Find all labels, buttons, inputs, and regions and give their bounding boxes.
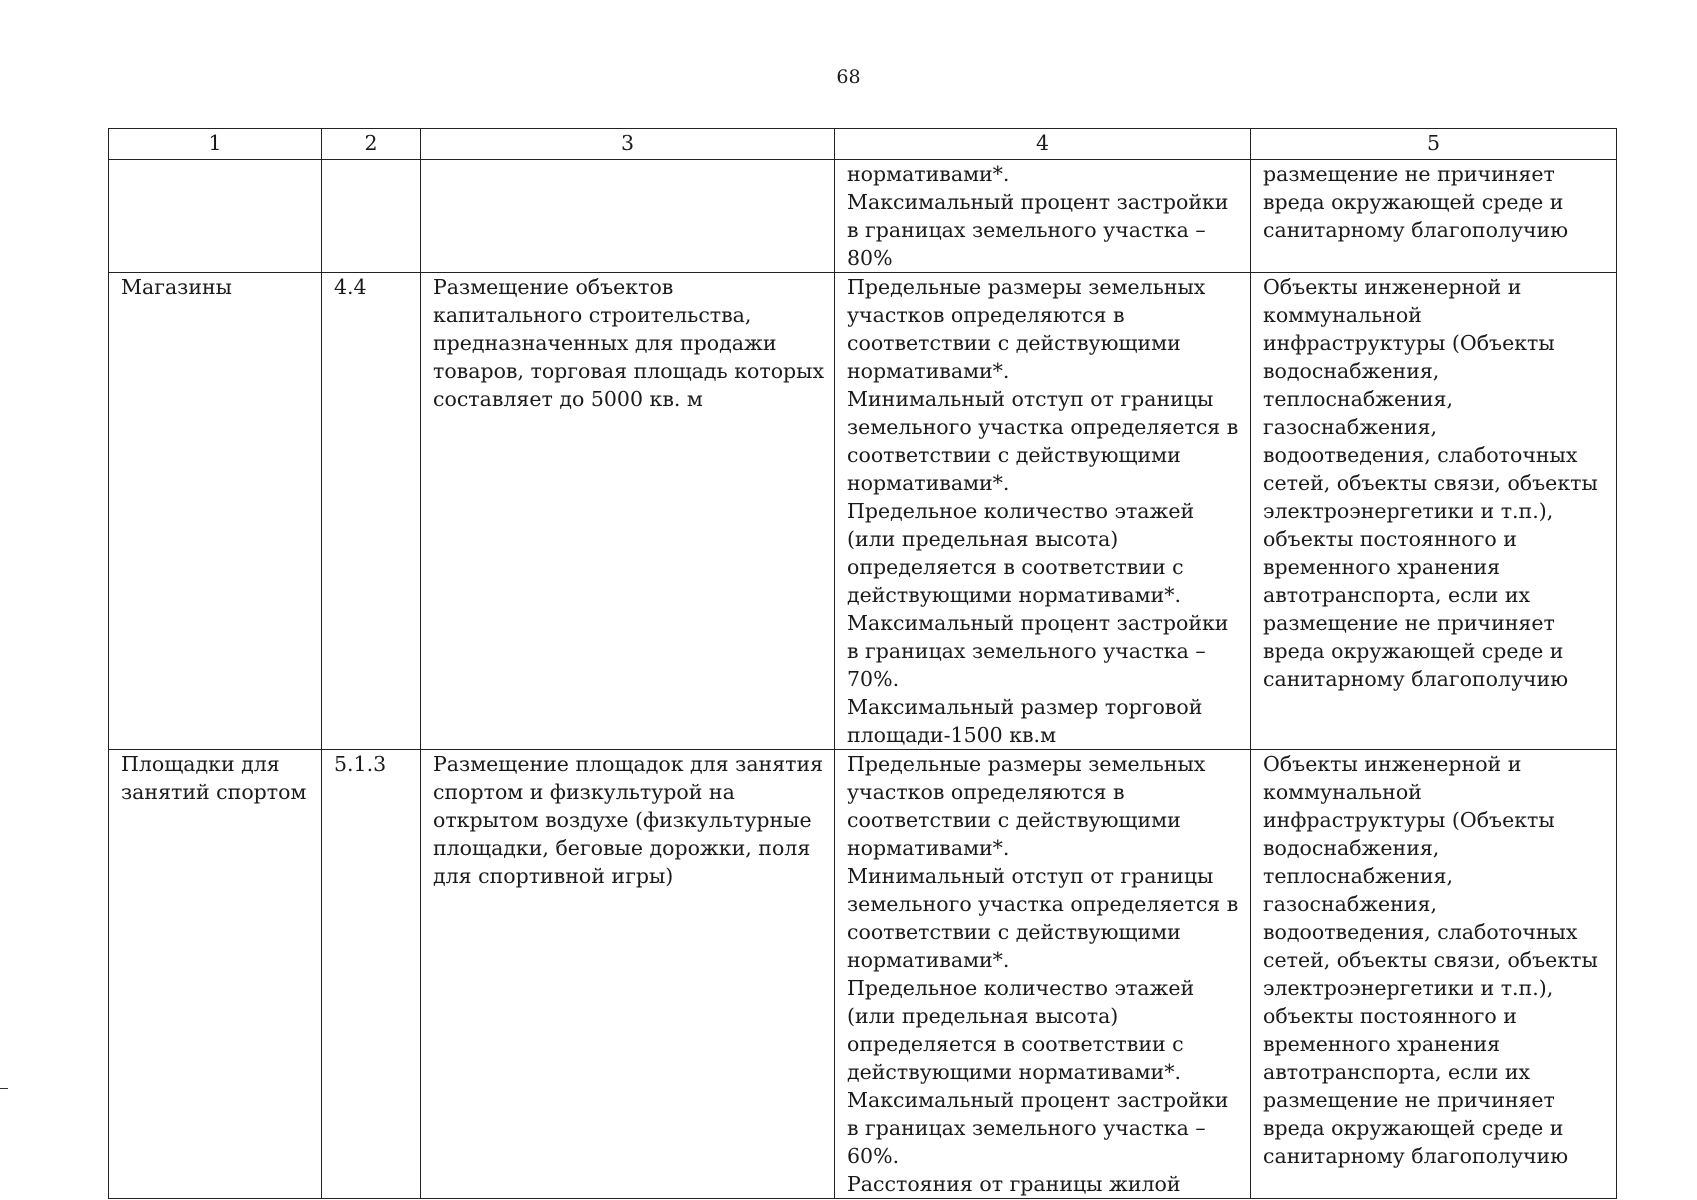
utilities-cell: размещение не причиняет вреда окружающей среде и санитарному благополучию — [1251, 160, 1617, 273]
table-row — [109, 750, 1617, 1199]
use-name-cell: Площадки для занятий спортом — [109, 750, 322, 1199]
utilities-cell: Объекты инженерной и коммунальной инфраструктуры (Объекты водоснабжения, теплоснабжения, газоснабжения, водоотведения, слаботочных сетей, объекты связи, объекты электроэнергетики и т.п.), объекты постоянного и временного хранения автотранспорта, если их размещение не причиняет вреда окружающей среде и санитарному благополучию — [1251, 273, 1617, 750]
page-number: 68 — [836, 66, 861, 88]
utilities-cell: Объекты инженерной и коммунальной инфраструктуры (Объекты водоснабжения, теплоснабжения, газоснабжения, водоотведения, слаботочных сетей, объекты связи, объекты электроэнергетики и т.п.), объекты постоянного и временного хранения автотранспорта, если их размещение не причиняет вреда окружающей среде и санитарному благополучию — [1251, 750, 1617, 1199]
use-code-cell — [322, 160, 421, 273]
header-cell: 5 — [1251, 129, 1617, 160]
margin-mark — [0, 1088, 8, 1089]
header-cell: 4 — [835, 129, 1251, 160]
header-row — [109, 129, 1617, 160]
use-code-cell: 4.4 — [322, 273, 421, 750]
use-description-cell: Размещение площадок для занятия спортом и физкультурой на открытом воздухе (физкультурные площадки, беговые дорожки, поля для спортивной игры) — [421, 750, 835, 1199]
parameters-cell: Предельные размеры земельных участков определяются в соответствии с действующими нормативами*. Минимальный отступ от границы земельного участка определяется в соответствии с действующими нормативами*. Предельное количество этажей (или предельная высота) определяется в соответствии с действующими нормативами*. Максимальный процент застройки в границах земельного участка – 70%. Максимальный размер торговой площади-1500 кв.м — [835, 273, 1251, 750]
header-cell: 3 — [421, 129, 835, 160]
parameters-cell: Предельные размеры земельных участков определяются в соответствии с действующими нормативами*. Минимальный отступ от границы земельного участка определяется в соответствии с действующими нормативами*. Предельное количество этажей (или предельная высота) определяется в соответствии с действующими нормативами*. Максимальный процент застройки в границах земельного участка – 60%. Расстояния от границы жилой — [835, 750, 1251, 1199]
use-description-cell — [421, 160, 835, 273]
header-cell: 1 — [109, 129, 322, 160]
parameters-cell: нормативами*. Максимальный процент застройки в границах земельного участка – 80% — [835, 160, 1251, 273]
zoning-table — [108, 128, 1617, 1199]
use-name-cell — [109, 160, 322, 273]
header-cell: 2 — [322, 129, 421, 160]
table-row — [109, 160, 1617, 273]
use-description-cell: Размещение объектов капитального строительства, предназначенных для продажи товаров, торговая площадь которых составляет до 5000 кв. м — [421, 273, 835, 750]
table-row — [109, 273, 1617, 750]
use-code-cell: 5.1.3 — [322, 750, 421, 1199]
use-name-cell: Магазины — [109, 273, 322, 750]
